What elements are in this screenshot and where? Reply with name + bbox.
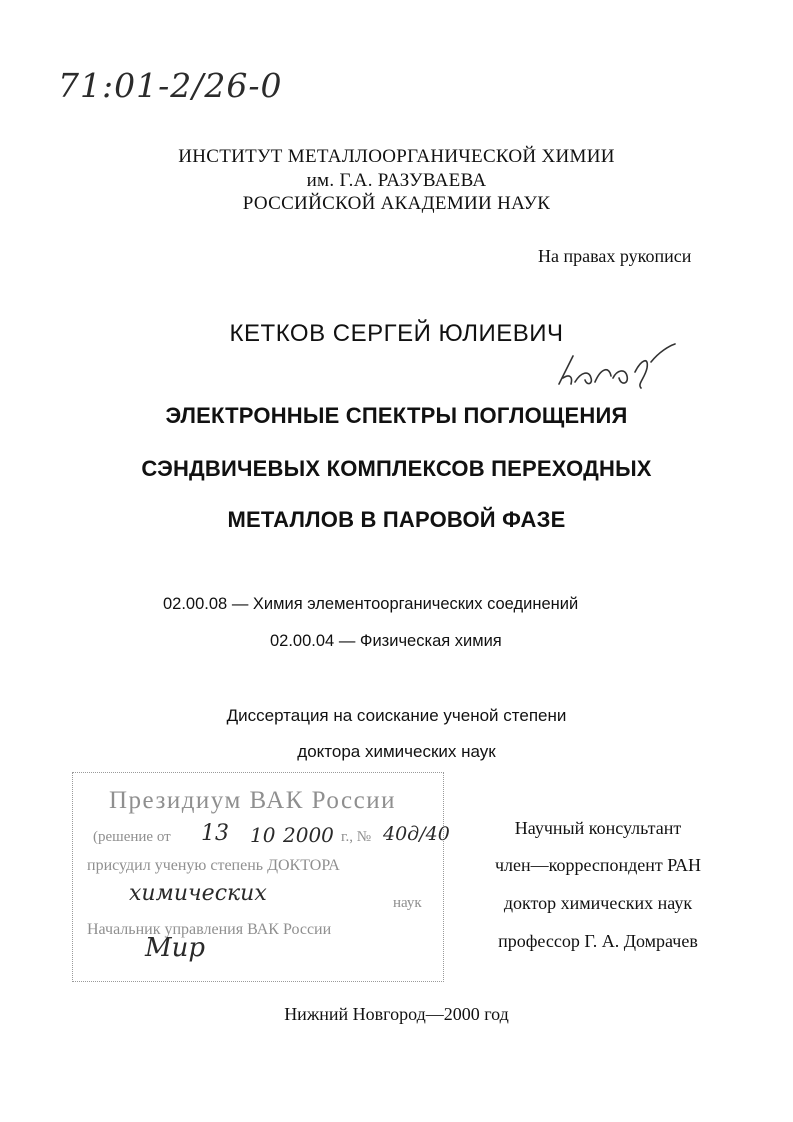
stamp-month: 10 [250, 823, 276, 847]
stamp-chief-signature: Мир [145, 933, 206, 963]
specialty-dash: — [231, 595, 249, 613]
stamp-awarded: присудил ученую степень ДОКТОРА [87, 857, 340, 874]
consultant-line-1: Научный консультант [514, 818, 682, 838]
vak-approval-stamp [72, 772, 450, 982]
manuscript-note: На правах рукописи [538, 246, 692, 266]
specialty-row [163, 595, 578, 614]
specialty-code: 02.00.08 [163, 595, 228, 613]
title-line-2: СЭНДВИЧЕВЫХ КОМПЛЕКСОВ ПЕРЕХОДНЫХ [141, 456, 652, 481]
institute-named-after: им. Г.А. РАЗУВАЕВА [306, 170, 487, 191]
degree-line-2: доктора химических наук [297, 742, 496, 761]
stamp-header: Президиум ВАК России [109, 787, 396, 814]
consultant-line-2: член—корреспондент РАН [494, 855, 702, 875]
specialty-code: 02.00.04 [270, 632, 335, 650]
title-line-1: ЭЛЕКТРОННЫЕ СПЕКТРЫ ПОГЛОЩЕНИЯ [165, 403, 628, 428]
specialty-row [270, 632, 502, 651]
catalog-number: 71:01-2/26-0 [58, 66, 283, 105]
stamp-chief: Начальник управления ВАК России [87, 921, 332, 938]
consultant-line-3: доктор химических наук [503, 893, 693, 913]
specialty-name: Химия элементоорганических соединений [252, 595, 579, 613]
stamp-year: 2000 [283, 823, 334, 847]
stamp-decision-prefix: (решение от [93, 829, 171, 845]
degree-line-1: Диссертация на соискание ученой степени [226, 706, 567, 725]
author-name: КЕТКОВ СЕРГЕЙ ЮЛИЕВИЧ [229, 320, 564, 347]
stamp-field: химических [129, 881, 267, 906]
city-year: Нижний Новгород—2000 год [284, 1004, 509, 1024]
title-line-3: МЕТАЛЛОВ В ПАРОВОЙ ФАЗЕ [227, 507, 566, 532]
author-signature [555, 342, 680, 400]
stamp-field-suffix: наук [393, 895, 422, 911]
stamp-year-suffix: г., № [341, 829, 372, 845]
specialty-dash: — [338, 632, 356, 650]
consultant-line-4: профессор Г. А. Домрачев [498, 931, 698, 951]
institute-academy: РОССИЙСКОЙ АКАДЕМИИ НАУК [242, 193, 551, 214]
institute-name: ИНСТИТУТ МЕТАЛЛООРГАНИЧЕСКОЙ ХИМИИ [178, 146, 615, 167]
stamp-day: 13 [201, 821, 229, 846]
specialty-name: Физическая химия [359, 632, 502, 650]
stamp-number: 40д/40 [383, 823, 450, 845]
